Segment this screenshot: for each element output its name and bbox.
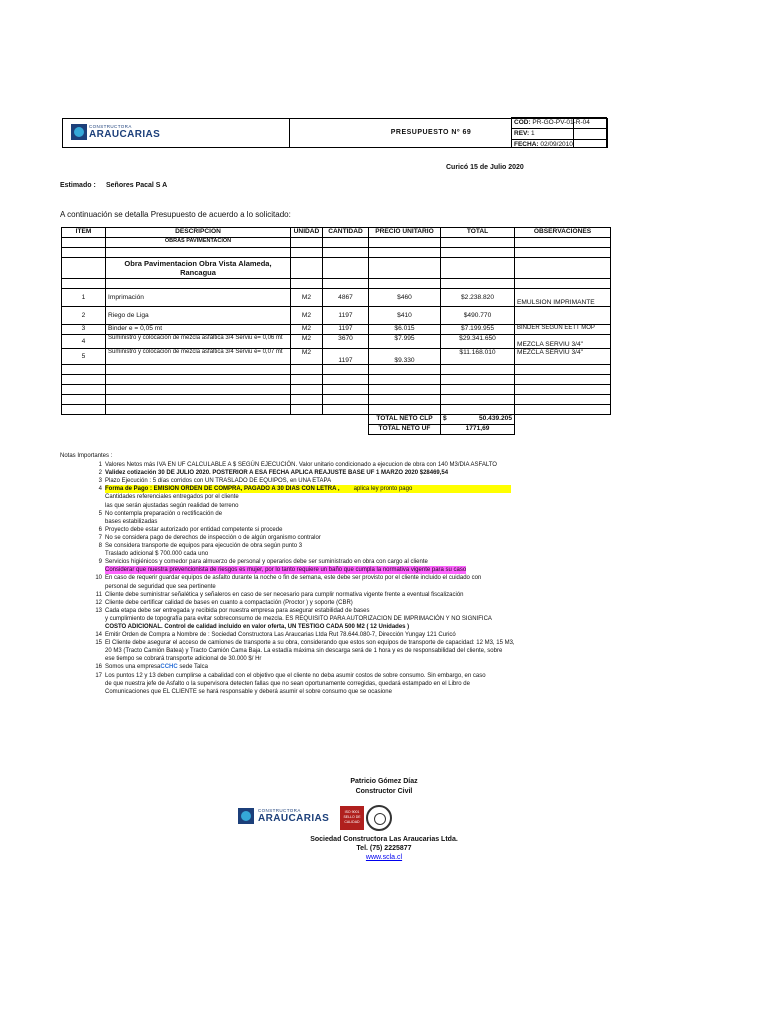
araucaria-tree-icon [71,124,87,140]
note: personal de seguridad que sea pertinente [105,583,216,590]
total-uf-value: 1771,69 [441,425,515,435]
logo-small-text: CONSTRUCTORA [89,124,132,129]
note: 3 Plazo Ejecución : 5 días corridos con UN TRASLADO DE EQUIPOS, en UNA ETAPA [98,478,332,485]
note: 20 M3 (Tracto Camión Batea) y Tracto Camión Cama Baja. La estadía máxima sin descarga será de 1 hora y es de responsabilidad del cliente, sobre [105,648,503,655]
note: 10 En caso de requerir guardar equipos de asfalto durante la noche o fin de semana, este debe ser provisto por el cliente incluido el cuidado con [95,575,482,582]
table-row: 5 Suministro y colocación de mezcla asfáltica 3/4 Serviu e= 0,07 mt M2 1197 $9.330 $11.168.010 MEZCLA SERVIU 3/4" [62,349,611,365]
total-clp-row [62,415,611,425]
website-link[interactable]: www.scla.cl [365,854,403,861]
note: 9 Servicios higiénicos y comedor para almuerzo de personal y operarios debe ser suministrado en obra con cargo al cliente [98,559,428,566]
header-description: DESCRIPCION [106,228,291,238]
fecha-label: FECHA: [514,141,539,148]
company-website [0,854,768,861]
table-row: 1 Imprimación M2 4867 $460 $2.238.820 EMULSION IMPRIMANTE [62,289,611,307]
project-name: Obra Pavimentacion Obra Vista Alameda, Rancagua [106,258,291,279]
note: 5 No contempla preparación o rectificación de [98,510,223,517]
intro-text: A continuación se detalla Presupuesto de acuerdo a lo solicitado: [60,210,291,219]
budget-title: PRESUPUESTO Nº 69 [289,119,574,147]
quality-seal-badge: ISO 9001 SELLO DE CALIDAD [340,806,364,830]
total-clp-value: $ 50.439.205 [441,415,515,425]
note: 12 Cliente debe certificar calidad de bases en cuanto a compactación (Proctor ) y soporte (CBR) [95,599,353,606]
header-unit-price: PRECIO UNITARIO [369,228,441,238]
note: de que nuestra jefe de Asfalto o la supervisora detecten fallas que no sean oportunamente corregidas, quedará estampado en el Libro de [105,680,470,687]
rev-value: 1 [530,130,535,137]
note-payment: 4 Forma de Pago : EMISION ORDEN DE COMPRA, PAGADO A 30 DIAS CON LETRA , aplica ley pronto pago [60,485,530,493]
company-phone: Tel. (75) 2225877 [356,845,412,852]
table-header-row [62,228,611,238]
note: 1 Valores Netos más IVA EN UF CALCULABLE A $ SEGÚN EJECUCIÓN. Valor unitario condicionado a ejecucion de obra con 140 M3/DIA ASFALTO [98,462,497,469]
header-observations: OBSERVACIONES [515,228,611,238]
note: bases estabilizadas [105,518,158,525]
note: 13 Cada etapa debe ser entregada y recibida por nuestra empresa para asegurar estabilidad de bases [95,607,370,614]
note: 7 No se considera pago de derechos de inspección o de algún organismo contralor [98,534,321,541]
company-full-name: Sociedad Constructora Las Araucarias Ltda. [310,836,458,843]
rev-label: REV: [514,130,530,137]
araucaria-tree-icon [238,808,254,824]
header-quantity: CANTIDAD [323,228,369,238]
note: 15 El Cliente debe asegurar el acceso de camiones de transporte a su obra, considerando que estos son equipos de transporte de capacidad: 12 M3, 15 M3, [95,640,515,647]
document-codes [511,117,607,148]
note-highlight: Considerar que nuestra prevencionista de riesgos es mujer, por lo tanto requiere un baño que cumpla la normativa vigente para su caso [105,567,467,574]
cod-label: COD: [514,119,531,126]
place-date: Curicó 15 de Julio 2020 [446,164,524,171]
signer-role: Constructor Civil [355,788,413,795]
note: 8 Se considera transporte de equipos para ejecución de obra según punto 3 [98,543,303,550]
header-total: TOTAL [441,228,515,238]
logo-name: ARAUCARIAS [89,129,161,140]
footer-logos [236,804,394,832]
total-uf-label: TOTAL NETO UF [369,425,441,435]
company-logo-footer: CONSTRUCTORA ARAUCARIAS [236,804,334,830]
total-clp-label: TOTAL NETO CLP [369,415,441,425]
note: Comunicaciones que EL CLIENTE se hará responsable y deberá asumir el sobre consumo que se ocasione [105,688,392,695]
table-row: 4 Suministro y colocación de mezcla asfáltica 3/4 Serviu e= 0,06 mt M2 3670 $7.995 $29.341.650 MEZCLA SERVIU 3/4" [62,335,611,349]
greeting-name: Señores Pacal S A [106,182,168,189]
notes-title: Notas Importantes : [60,453,113,459]
certification-seal-icon [366,805,392,831]
note: 17 Los puntos 12 y 13 deben cumplirse a cabalidad con el objetivo que el cliente no deba asumir costos de sobre consumo. Sin embargo, en caso [95,672,486,679]
signer-name: Patricio Gómez Díaz [350,778,418,785]
note: ese tiempo se cobrará transporte adicional de 30.000 $/ Hr [105,656,262,663]
note: y cumplimiento de topografía para evitar sobreconsumo de mezcla. ES REQUISITO PARA AUTORIZACION DE IMPRIMACIÓN Y NO SIGNIFICA [105,615,492,622]
note: Cantidades referenciales entregados por el cliente [105,494,239,501]
note: Traslado adicional $ 700.000 cada uno [105,551,209,558]
note: 6 Proyecto debe estar autorizado por entidad competente si procede [98,526,283,533]
note: COSTO ADICIONAL. Control de calidad incluido en valor oferta, UN TESTIGO CADA 500 M2 ( 12 Unidades ) [105,623,410,630]
note: 14 Emitir Orden de Compra a Nombre de : Sociedad Constructora Las Araucarias Ltda Rut 78.644.080-7, Dirección Yungay 121 Curicó [95,632,456,639]
note: 2 Validez cotización 30 DE JULIO 2020. POSTERIOR A ESA FECHA APLICA REAJUSTE BASE UF 1 MARZO 2020 $28469,54 [98,470,449,477]
total-uf-row [62,425,611,435]
note: las que serán ajustadas según realidad de terreno [105,502,239,509]
important-notes [60,452,530,696]
greeting-label: Estimado : [60,182,96,189]
header-unit: UNIDAD [291,228,323,238]
fecha-value: 02/09/2010 [540,141,573,148]
header-item: ITEM [62,228,106,238]
note: 11 Cliente debe suministrar señalética y señaleros en caso de ser necesario para cumplir normativa vigente frente a eventual fiscalización [95,591,464,598]
cod-value: PR-GO-PV-01-R-04 [532,119,590,126]
note-cchc: 16 Somos una empresaCCHC sede Talca [95,664,208,671]
budget-table [61,227,611,435]
company-logo [63,119,290,147]
table-row: 2 Riego de Liga M2 1197 $410 $490.770 [62,307,611,325]
table-row: 3 Binder e = 0,05 mt M2 1197 $6.015 $7.199.955 BINDER SEGÚN EETT MOP [62,325,611,335]
section-title: OBRAS PAVIMENTACION [106,238,291,248]
